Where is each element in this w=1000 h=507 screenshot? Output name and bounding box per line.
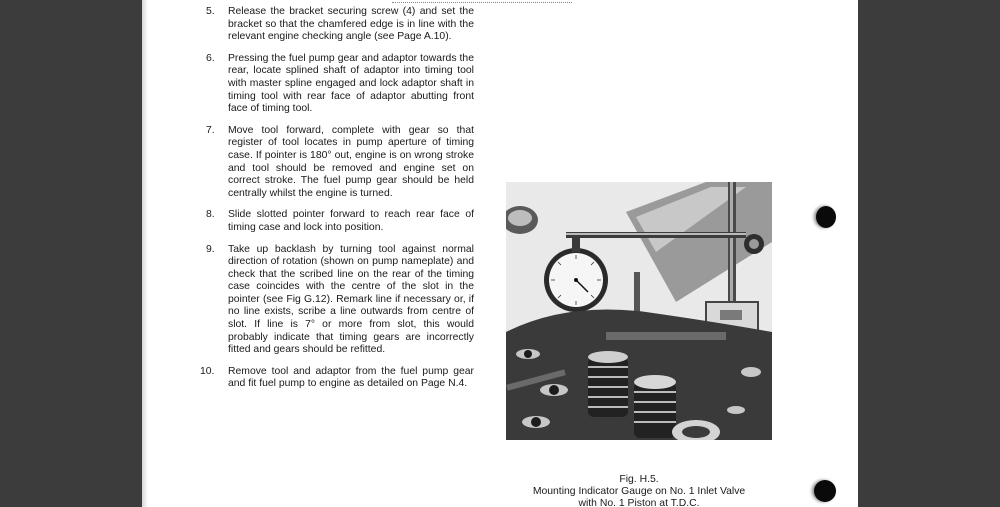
figure-photo [506,182,772,440]
step-item [206,6,474,44]
step-number: 6. [206,52,215,64]
viewer-margin-left [0,0,142,507]
figure-caption-line-1: Mounting Indicator Gauge on No. 1 Inlet Valve [532,486,746,497]
viewer-margin-right [858,0,1000,507]
scan-shadow [142,0,148,507]
step-item [206,125,474,201]
step-number: 9. [206,243,215,255]
binder-punch-hole [814,480,836,502]
cut-off-text-line [392,0,572,3]
step-text: Pressing the fuel pump gear and adaptor towards the rear, locate splined shaft of adaptor into timing tool with master spline engaged and lock adaptor shaft in timing tool with rear face of adaptor abutting front face of timing tool. [228,52,474,115]
binder-punch-hole [816,206,836,228]
indicator-gauge-photo [506,182,772,440]
step-text: Move tool forward, complete with gear so that register of tool locates in pump aperture of timing case. If pointer is 180° out, engine is on wrong stroke and tool should be removed and engine set on correct stroke. The fuel pump gear should be held centrally whilst the engine is turned. [228,124,474,199]
figure-caption-line-2: with No. 1 Piston at T.D.C. [578,498,700,507]
step-number: 10. [200,365,215,377]
step-number: 7. [206,124,215,136]
document-page [142,0,858,507]
procedure-steps [200,6,474,400]
step-item [206,244,474,357]
step-number: 8. [206,209,215,221]
step-item [200,365,474,391]
step-text: Take up backlash by turning tool against normal direction of rotation (shown on pump nameplate) and check that the scribed line on the rear of the timing case coincides with the centre of the slot in the pointer (see Fig G.12). Remark line if necessary or, if no line exists, scribe a line outwards from centre of slot. If line is 7° or more from slot, this would probably indicate that timing gears are incorrectly fitted and gears should be refitted. [228,243,474,356]
figure-label: Fig. H.5. [619,474,659,485]
step-item [206,53,474,116]
figure-caption [506,474,772,507]
step-text: Slide slotted pointer forward to reach rear face of timing case and lock into position. [228,209,474,233]
step-text: Remove tool and adaptor from the fuel pump gear and fit fuel pump to engine as detailed on Page N.4. [228,365,474,390]
step-text: Release the bracket securing screw (4) and set the bracket so that the chamfered edge is in line with the relevant engine checking angle (see Page A.10). [228,6,474,43]
step-item [206,209,474,234]
step-number: 5. [206,6,215,17]
